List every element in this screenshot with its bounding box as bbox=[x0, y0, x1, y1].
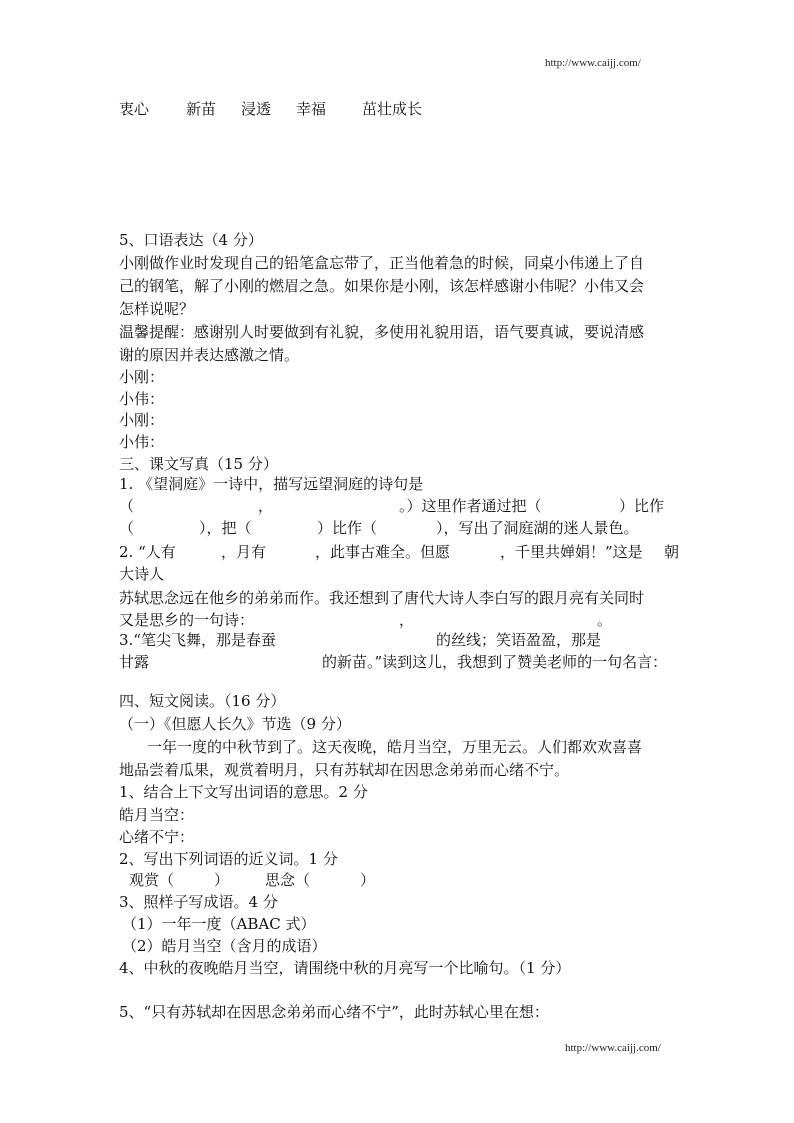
punct: ， bbox=[399, 611, 415, 629]
tip-line: 谢的原因并表达感激之情。 bbox=[119, 346, 300, 364]
text-fragment: 2. “人有 bbox=[119, 543, 176, 561]
header-url: http://www.caijj.com/ bbox=[545, 57, 641, 69]
word-item: 幸福 bbox=[296, 100, 327, 118]
section-title: 四、短文阅读。（16 分） bbox=[119, 692, 286, 710]
question-line bbox=[119, 610, 679, 630]
question-line: 苏轼思念远在他乡的弟弟而作。我还想到了唐代大诗人李白写的跟月亮有关同时 bbox=[119, 589, 645, 607]
question-line bbox=[119, 652, 679, 672]
paragraph-line: 怎样说呢？ bbox=[119, 300, 195, 318]
text-fragment: 的丝线；笑语盈盈，那是 bbox=[436, 631, 602, 649]
word-item: 新苗 bbox=[186, 100, 217, 118]
text-fragment: 。）这里作者通过把（ bbox=[399, 497, 542, 515]
section-title: 三、课文写真（15 分） bbox=[119, 455, 278, 473]
text-fragment: ）比作 bbox=[619, 497, 665, 515]
punct: ， bbox=[258, 497, 274, 515]
word-item: 浸透 bbox=[241, 100, 272, 118]
question-line bbox=[119, 542, 679, 562]
text-fragment: ，此事古难全。但愿 bbox=[315, 543, 451, 561]
bracket: （ bbox=[119, 497, 135, 515]
dialog-line: 小刚： bbox=[119, 368, 165, 386]
answer-line bbox=[129, 870, 429, 890]
passage-line: 一年一度的中秋节到了。这天夜晚，皓月当空，万里无云。人们都欢欢喜喜 bbox=[147, 738, 643, 756]
dialog-line: 小伟： bbox=[119, 390, 165, 408]
punct: 。 bbox=[597, 611, 613, 629]
text-fragment: 又是思乡的一句诗： bbox=[119, 611, 255, 629]
footer-url: http://www.caijj.com/ bbox=[565, 1042, 661, 1054]
answer-line: 皓月当空： bbox=[119, 806, 195, 824]
text-fragment: ），写出了洞庭湖的迷人景色。 bbox=[436, 519, 639, 537]
question-line bbox=[119, 630, 679, 650]
text-fragment: ，月有 bbox=[221, 543, 267, 561]
question-line: 1、结合上下文写出词语的意思。2 分 bbox=[119, 783, 368, 801]
word-item: 衷心 bbox=[119, 100, 150, 118]
text-fragment: ），把（ bbox=[199, 519, 252, 537]
question-line: 2、写出下列词语的近义词。1 分 bbox=[119, 850, 338, 868]
answer-line: （1）一年一度（ABAC 式） bbox=[122, 915, 316, 933]
passage-line: 地品尝着瓜果，观赏着明月，只有苏轼却在因思念弟弟而心绪不宁。 bbox=[119, 761, 570, 779]
text-fragment: ）比作（ bbox=[317, 519, 378, 537]
text-fragment: ，千里共婵娟！”这是 bbox=[500, 543, 643, 561]
answer-line: （2）皓月当空（含月的成语） bbox=[122, 937, 327, 955]
paragraph-line: 小刚做作业时发现自己的铅笔盒忘带了，正当他着急的时候，同桌小伟递上了自 bbox=[119, 254, 645, 272]
question-line: 大诗人 bbox=[119, 565, 165, 583]
question-line: 1. 《望洞庭》一诗中，描写远望洞庭的诗句是 bbox=[119, 475, 424, 493]
tip-line: 温馨提醒：感谢别人时要做到有礼貌，多使用礼貌用语，语气要真诚，要说清感 bbox=[119, 323, 645, 341]
question-line bbox=[119, 518, 679, 538]
text-fragment: 3.“笔尖飞舞，那是春蚕 bbox=[119, 631, 276, 649]
paragraph-line: 己的钢笔，解了小刚的燃眉之急。如果你是小刚，该怎样感谢小伟呢？小伟又会 bbox=[119, 277, 645, 295]
dialog-line: 小刚： bbox=[119, 411, 165, 429]
question-line: 5、“只有苏轼却在因思念弟弟而心绪不宁”，此时苏轼心里在想： bbox=[119, 1003, 549, 1021]
answer-line: 心绪不宁： bbox=[119, 828, 195, 846]
bracket: （ bbox=[119, 519, 135, 537]
word-row bbox=[119, 99, 423, 119]
bracket: ） bbox=[214, 871, 230, 889]
text-fragment: 的新苗。”读到这儿，我想到了赞美老师的一句名言： bbox=[322, 653, 668, 671]
bracket: ） bbox=[360, 871, 376, 889]
text-fragment: 甘露 bbox=[119, 653, 150, 671]
text-fragment: 思念（ bbox=[265, 871, 311, 889]
question-line: 4、中秋的夜晚皓月当空，请围绕中秋的月亮写一个比喻句。（1 分） bbox=[119, 959, 571, 977]
question-line: 3、照样子写成语。4 分 bbox=[119, 893, 278, 911]
text-fragment: 观赏（ bbox=[129, 871, 175, 889]
word-item: 茁壮成长 bbox=[362, 100, 423, 118]
section-title: 5、口语表达（4 分） bbox=[119, 231, 263, 249]
text-fragment: 朝 bbox=[664, 543, 680, 561]
subsection-title: （一）《但愿人长久》节选（9 分） bbox=[119, 715, 351, 733]
dialog-line: 小伟： bbox=[119, 433, 165, 451]
question-line bbox=[119, 496, 679, 516]
